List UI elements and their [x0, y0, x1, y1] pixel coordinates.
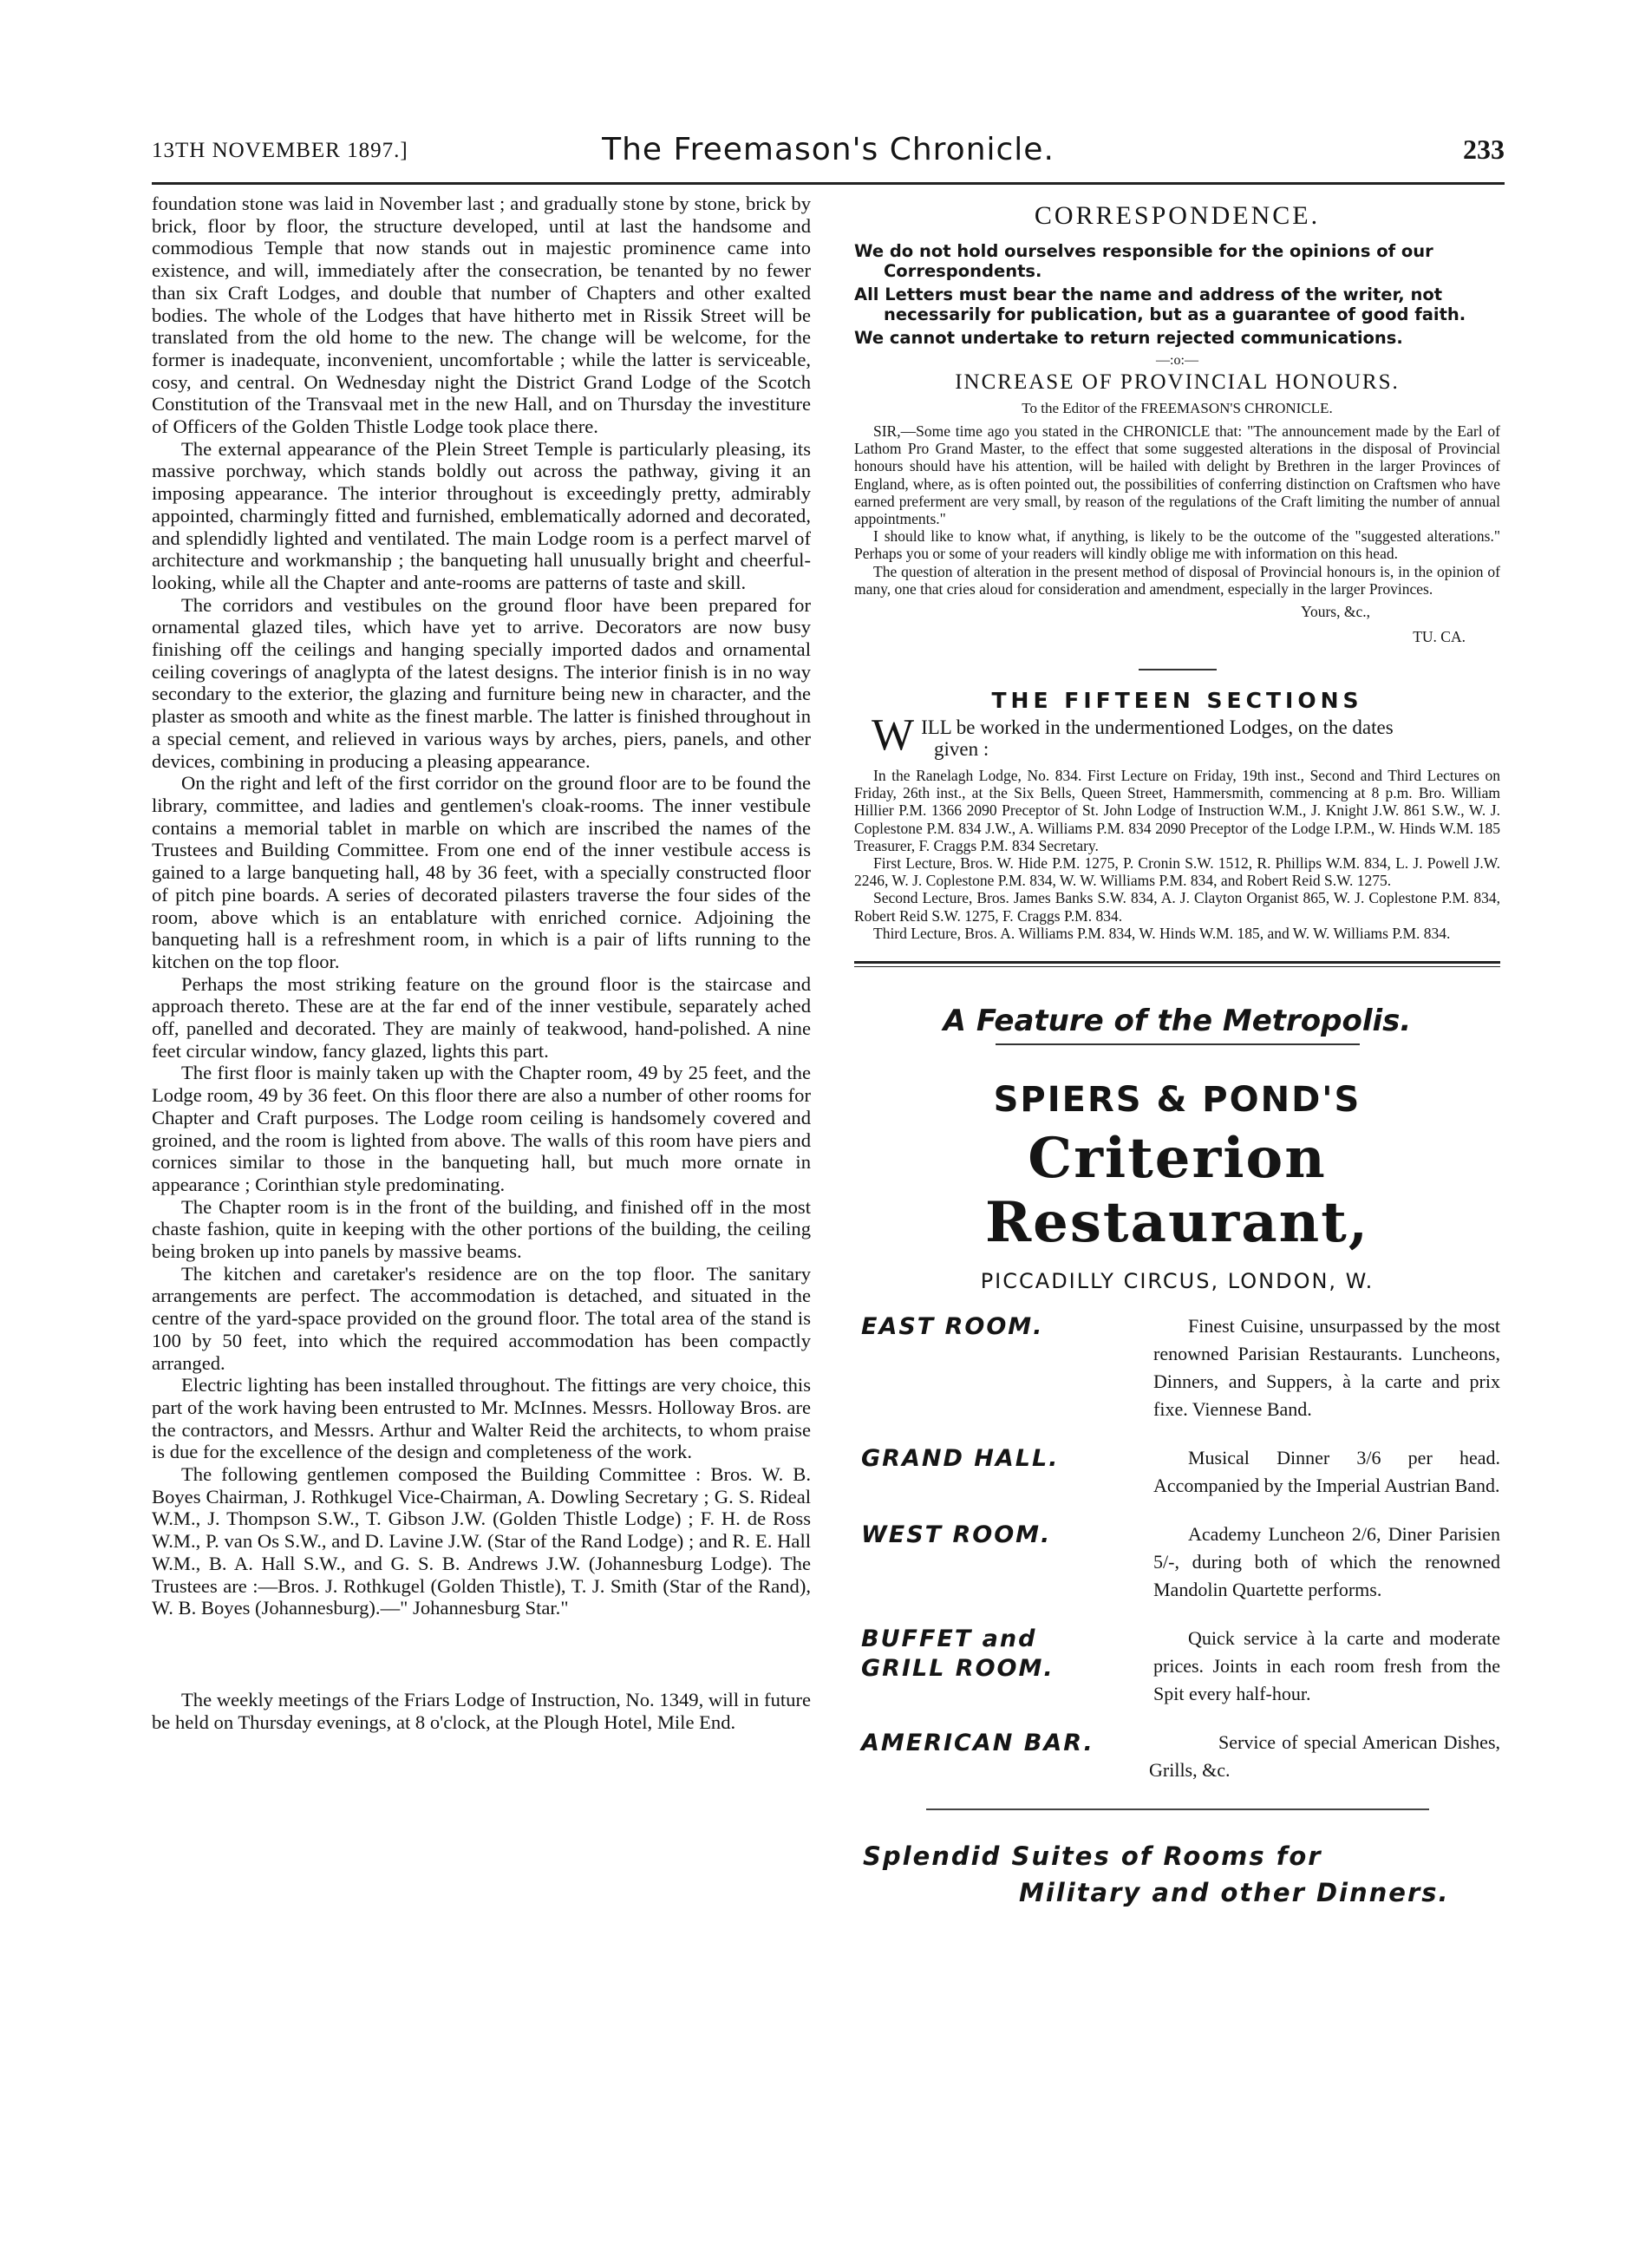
lecture-paragraph: Third Lecture, Bros. A. Williams P.M. 834, W. Hinds W.M. 185, and W. W. Williams P.M. 834.	[873, 924, 1451, 942]
room-name: BUFFET and GRILL ROOM.	[861, 1625, 1055, 1683]
letter-paragraph: I should like to know what, if anything, is likely to be the outcome of the "suggested alterations." Perhaps you or some of your readers will kindly oblige me with information on this head.	[854, 527, 1500, 563]
ornament-divider: —:o:—	[1156, 353, 1198, 368]
spacer	[152, 1619, 811, 1689]
article-paragraph: The Chapter room is in the front of the building, and finished off in the most chaste fashion, quite in keeping with the other portions of the building, the ceiling being broken up into panels by massive beams.	[152, 1195, 811, 1263]
fifteen-sections-body	[854, 767, 1500, 942]
article-paragraph: Perhaps the most striking feature on the ground floor is the staircase and approach thereto. These are at the far end of the inner vestibule, separately ached off, panelled and decorated. They are mainly of teakwood, hand-polished. A nine feet circular window, fancy glazed, lights this part.	[152, 972, 811, 1062]
room-description: Finest Cuisine, unsurpassed by the most renowned Parisian Restaurants. Luncheons, Dinners, and Suppers, à la carte and prix fixe. Viennese Band.	[1153, 1315, 1500, 1421]
article-paragraph: The kitchen and caretaker's residence are on the top floor. The sanitary arrangements are perfect. The accommodation is detached, and situated in the centre of the yard-space provided on the ground floor. The total area of the stand is 100 by 50 feet, into which the required accommodation has been compactly arranged.	[152, 1262, 811, 1374]
advert-footer-line: Military and other Dinners.	[1019, 1878, 1450, 1908]
room-name: GRAND HALL.	[861, 1445, 1060, 1473]
letter-signature: TU. CA.	[1413, 628, 1466, 646]
left-column-article	[152, 193, 811, 1733]
room-listing	[854, 1729, 1500, 1784]
article-paragraph: foundation stone was laid in November last ; and gradually stone by stone, brick by brick, floor by floor, the structure developed, until at last the handsome and commodious Temple that now stands out in majestic prominence came into existence, and will, immediately after the consecration, be tenanted by no fewer than six Craft Lodges, and double that number of Chapters and other exalted bodies. The whole of the Lodges that have hitherto met in Rissik Street will be translated from the old home to the new. The change will be welcome, for the former is inadequate, inconvenient, uncomfortable ; while the latter is serviceable, cosy, and central. On Wednesday night the District Grand Lodge of the Scotch Constitution of the Transvaal met in the new Hall, and on Thursday the investiture of Officers of the Golden Thistle Lodge took place there.	[152, 193, 811, 438]
divider	[926, 1808, 1429, 1810]
advert-footer-line: Splendid Suites of Rooms for	[863, 1841, 1322, 1872]
advert-footer	[854, 1838, 1500, 1911]
room-listing	[854, 1312, 1500, 1423]
letter-paragraph: SIR,—Some time ago you stated in the CHRONICLE that: "The announcement made by the Earl of Lathom Pro Grand Master, to the effect that some suggested alterations in the disposal of Provincial honours should have his attention, will be hailed with delight by Brethren in the larger Provinces of England, where, as is often pointed out, the possibilities of conferring distinction on Craftsmen who have earned preferment are very small, by reason of the regulations of the Craft limiting the number of annual appointments."	[854, 422, 1500, 528]
right-column	[854, 193, 1500, 1911]
intro-line: ILL be worked in the undermentioned Lodges, on the dates	[921, 716, 1394, 739]
masthead	[152, 130, 1505, 185]
letter-paragraph: The question of alteration in the present method of disposal of Provincial honours is, in the opinion of many, one that cries aloud for consideration and amendment, especially in the larger Provinces.	[854, 562, 1500, 598]
room-name: WEST ROOM.	[861, 1521, 1052, 1549]
fifteen-sections-heading: THE FIFTEEN SECTIONS	[991, 688, 1363, 714]
section-divider	[854, 961, 1500, 967]
letter-heading: INCREASE OF PROVINCIAL HONOURS.	[955, 370, 1400, 394]
room-listing	[854, 1625, 1500, 1708]
room-description: Musical Dinner 3/6 per head. Accompanied by the Imperial Austrian Band.	[1153, 1447, 1500, 1497]
correspondence-note: All Letters must bear the name and address of the writer, not necessarily for publication, but as a guarantee of good faith.	[854, 285, 1466, 324]
article-paragraph: The external appearance of the Plein Street Temple is particularly pleasing, its massive porchway, which stands boldly out across the pathway, giving it an imposing appearance. The interior throughout is exceedingly pretty, admirably appointed, charmingly fitted and furnished, emblematically adorned and decorated, and splendidly lighted and ventilated. The main Lodge room is a perfect marvel of architecture and workmanship ; the banqueting hall unusually bright and cheerful-looking, while all the Chapter and ante-rooms are patterns of taste and skill.	[152, 437, 811, 593]
article-paragraph: The first floor is mainly taken up with the Chapter room, 49 by 25 feet, and the Lodge room, 49 by 36 feet. On this floor there are also a number of other rooms for Chapter and Craft purposes. The Lodge room ceiling is handsomely covered and groined, and the room is lighted from above. The walls of this room have piers and cornices similar to those in the banqueting hall, but much more ornate in appearance ; Corinthian style predominating.	[152, 1062, 811, 1195]
divider	[1139, 669, 1217, 670]
correspondence-note: We do not hold ourselves responsible for the opinions of our Correspondents.	[854, 241, 1433, 281]
room-name: AMERICAN BAR.	[861, 1730, 1094, 1757]
page-number: 233	[1463, 134, 1505, 165]
room-name: EAST ROOM.	[861, 1313, 1044, 1341]
lecture-paragraph: First Lecture, Bros. W. Hide P.M. 1275, P. Cronin S.W. 1512, R. Phillips W.M. 834, L. J. Powell J.W. 2246, W. J. Coplestone P.M. 834, W. W. Williams P.M. 834, and Robert Reid S.W. 1275.	[854, 854, 1500, 890]
correspondence-heading: CORRESPONDENCE.	[1034, 201, 1321, 230]
intro-line: given :	[934, 738, 989, 761]
advert-feature-heading: A Feature of the Metropolis.	[943, 1004, 1412, 1039]
article-paragraph: On the right and left of the first corridor on the ground floor are to be found the library, committee, and ladies and gentlemen's cloak-rooms. The inner vestibule contains a memorial tablet in marble on which are inscribed the names of the Trustees and Building Committee. From one end of the inner vestibule access is gained to a large banqueting hall, 48 by 36 feet, with a specially constructed floor of pitch pine boards. A series of decorated pilasters traverse the four sides of the room, above which is an entablature with enriched cornice. Adjoining the banqueting hall is a refreshment room, in which is a pair of lifts running to the kitchen on the top floor.	[152, 772, 811, 972]
drop-cap: W	[872, 710, 915, 761]
room-description: Academy Luncheon 2/6, Diner Parisien 5/-, during both of which the renowned Mandolin Quartette performs.	[1153, 1523, 1500, 1601]
correspondence-note: We cannot undertake to return rejected communications.	[854, 328, 1403, 348]
letter-addressee: To the Editor of the FREEMASON'S CHRONICLE.	[1022, 400, 1333, 416]
lecture-paragraph: In the Ranelagh Lodge, No. 834. First Lecture on Friday, 19th inst., Second and Third Lectures on Friday, 26th inst., at the Six Bells, Queen Street, Hammersmith, commencing at 8 p.m. Bro. William Hillier P.M. 1366 2090 Preceptor of St. John Lodge of Instruction W.M., J. Knight J.W. 861 S.W., W. J. Coplestone P.M. 834 J.W., A. Williams P.M. 834 2090 Preceptor of the Lodge I.P.M., W. Hinds W.M. 185 Treasurer, F. Craggs P.M. 834 Secretary.	[854, 767, 1500, 854]
advert-restaurant-name: Criterion Restaurant,	[984, 1126, 1370, 1256]
advert-brand: SPIERS & POND'S	[993, 1080, 1361, 1121]
room-description: Quick service à la carte and moderate prices. Joints in each room fresh from the Spit every half-hour.	[1153, 1627, 1500, 1705]
issue-date: 13TH NOVEMBER 1897.]	[152, 139, 408, 162]
room-listing	[854, 1444, 1500, 1500]
room-listing	[854, 1521, 1500, 1604]
advert-location: PICCADILLY CIRCUS, LONDON, W.	[980, 1269, 1374, 1294]
article-paragraph: Electric lighting has been installed throughout. The fittings are very choice, this part of the work having been entrusted to Mr. McInnes. Messrs. Holloway Bros. are the contractors, and Messrs. Arthur and Walter Reid the architects, to whom praise is due for the excellence of the design and completeness of the work.	[152, 1374, 811, 1463]
divider	[996, 1043, 1360, 1045]
room-description: Service of special American Dishes, Grills, &c.	[1149, 1731, 1500, 1782]
letter-closing: Yours, &c.,	[1301, 603, 1370, 621]
lecture-paragraph: Second Lecture, Bros. James Banks S.W. 834, A. J. Clayton Organist 865, W. J. Coplestone P.M. 834, Robert Reid S.W. 1275, F. Craggs P.M. 834.	[854, 889, 1500, 925]
letter-body	[854, 422, 1500, 598]
article-paragraph: The following gentlemen composed the Building Committee : Bros. W. B. Boyes Chairman, J. Rothkugel Vice-Chairman, A. Dowling Secretary ; G. S. Rideal W.M., J. Thompson S.W., T. Gibson J.W. (Golden Thistle Lodge) ; F. H. de Ross W.M., P. van Os S.W., and D. Lavine J.W. (Star of the Rand Lodge) ; and R. E. Hall W.M., B. A. Hall S.W., and G. S. B. Andrews J.W. (Johannesburg Lodge). The Trustees are :—Bros. J. Rothkugel (Golden Thistle), T. J. Smith (Star of the Rand), W. B. Boyes (Johannesburg).—" Johannesburg Star."	[152, 1463, 811, 1619]
lodge-notice: The weekly meetings of the Friars Lodge of Instruction, No. 1349, will in future be held on Thursday evenings, at 8 o'clock, at the Plough Hotel, Mile End.	[152, 1689, 811, 1733]
article-paragraph: The corridors and vestibules on the ground floor have been prepared for ornamental glazed tiles, which have yet to arrive. Decorators are now busy finishing off the ceilings and hanging specially imported dados and ornamental ceiling coverings of anaglypta of the latest designs. The interior finish is in no way secondary to the exterior, the glazing and furniture being new in character, and the plaster as smooth and white as the finest marble. The latter is finished throughout in a special cement, and relieved in various ways by arches, piers, panels, and other devices, combining in producing a pleasing appearance.	[152, 593, 811, 772]
publication-title: The Freemason's Chronicle.	[602, 132, 1055, 167]
